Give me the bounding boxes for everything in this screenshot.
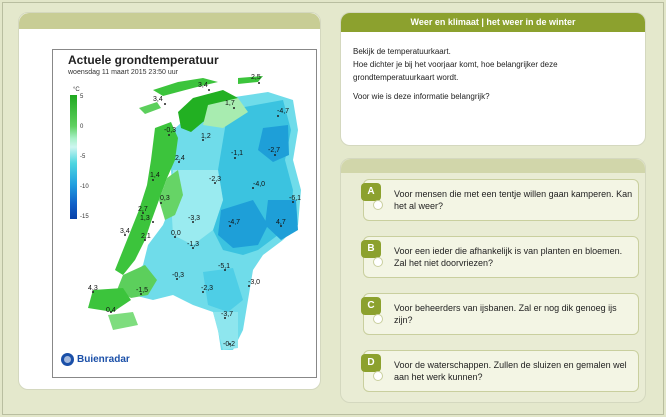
option-radio[interactable] [373,314,383,324]
scale-label: -10 [80,184,89,190]
answer-option-a[interactable] [363,179,639,221]
reading-label: 2,5 [251,74,261,81]
reading-label: 4,7 [276,219,286,226]
reading-label: 3,4 [153,96,163,103]
info-body [341,32,645,103]
buienradar-icon [61,353,74,366]
answers-panel [340,158,646,403]
scale-label: 5 [80,94,84,100]
info-line: Hoe dichter je bij het voorjaar komt, hoe belangrijker deze grondtemperatuurkaart wordt. [353,60,558,82]
reading-label: 3,4 [198,82,208,89]
map-subtitle: woensdag 11 maart 2015 23:50 uur [68,69,179,76]
reading-label: 1,2 [201,133,211,140]
reading-label: -3,7 [221,311,234,318]
info-header: Weer en klimaat | het weer in de winter [341,13,645,32]
reading-label: -4,7 [277,108,290,115]
scale-label: -5 [80,154,86,160]
reading-label: 4,3 [88,285,98,292]
scale-unit: °C [73,87,80,93]
reading-label: -5,1 [218,263,231,270]
reading-label: -6,1 [289,195,302,202]
option-text: Voor beheerders van ijsbanen. Zal er nog dik genoeg ijs zijn? [394,303,617,325]
option-letter-badge: A [361,183,381,201]
reading-label: -2,3 [209,176,222,183]
map-title: Actuele grondtemperatuur [68,53,219,67]
reading-label: -0,3 [172,272,185,279]
brand-name: Buienradar [77,354,130,365]
info-line: Bekijk de temperatuurkaart. [353,47,451,56]
temperature-map [52,49,317,378]
map-panel [18,12,321,390]
netherlands-map-graphic [53,50,317,378]
option-letter-badge: D [361,354,381,372]
reading-label: -4,7 [228,219,241,226]
scale-label: 0 [80,124,84,130]
option-letter-badge: C [361,297,381,315]
reading-label: 1,7 [225,100,235,107]
reading-label: -0,3 [164,127,177,134]
option-letter-badge: B [361,240,381,258]
reading-label: 0,0 [171,230,181,237]
answer-option-d[interactable] [363,350,639,392]
color-scale [70,95,77,219]
reading-label: -3,0 [248,279,261,286]
reading-label: 0,4 [106,307,116,314]
option-radio[interactable] [373,371,383,381]
reading-label: 0,3 [160,195,170,202]
reading-label: 3,4 [120,228,130,235]
reading-label: -1,3 [187,241,200,248]
option-radio[interactable] [373,257,383,267]
map-panel-header [19,13,320,29]
reading-label: -3,3 [188,215,201,222]
option-radio[interactable] [373,200,383,210]
reading-label: 2,4 [175,155,185,162]
answer-option-c[interactable] [363,293,639,335]
reading-label: -2,3 [201,285,214,292]
reading-label: -1,5 [136,287,149,294]
option-text: Voor de waterschappen. Zullen de sluizen en gemalen wel aan het werk kunnen? [394,360,627,382]
reading-label: -0,2 [223,341,236,348]
option-text: Voor mensen die met een tentje willen gaan kamperen. Kan het al weer? [394,189,633,211]
scale-label: -15 [80,214,89,220]
info-panel [340,12,646,146]
reading-label: 1,4 [150,172,160,179]
reading-label: -1,1 [231,150,244,157]
reading-label: 2,7 [138,206,148,213]
option-text: Voor een ieder die afhankelijk is van planten en bloemen. Zal het niet doorvriezen? [394,246,623,268]
reading-label: 1,3 [140,215,150,222]
reading-label: -2,7 [268,147,281,154]
answers-panel-header [341,159,645,173]
brand-logo [61,353,130,366]
answer-option-b[interactable] [363,236,639,278]
reading-label: 2,1 [141,233,151,240]
info-question: Voor wie is deze informatie belangrijk? [353,92,490,101]
reading-label: -4,0 [253,181,266,188]
